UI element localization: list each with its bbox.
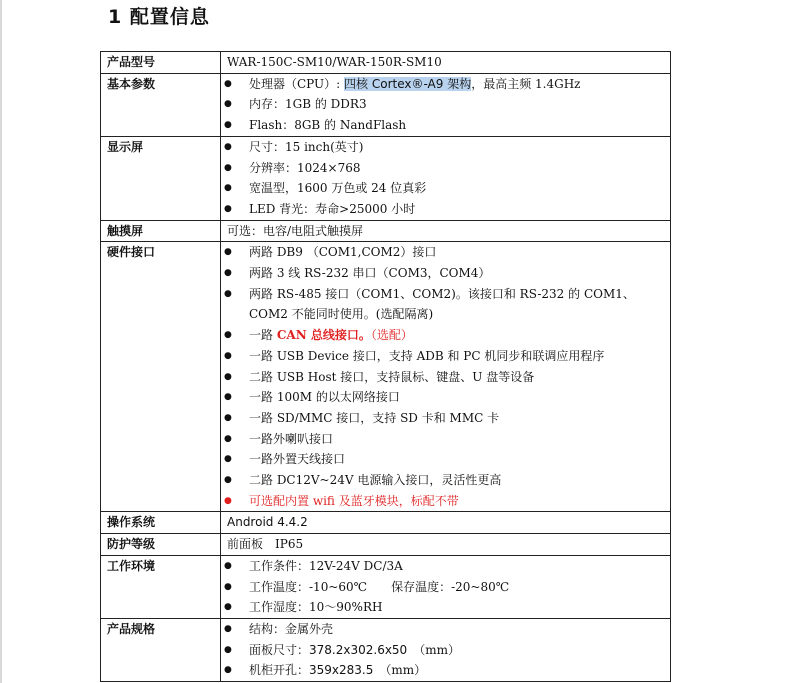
cpu-highlight: 四核 Cortex®-A9 架构 xyxy=(344,76,472,91)
list-item xyxy=(221,660,670,681)
table-row xyxy=(101,242,671,512)
panel-size-unit: （mm） xyxy=(407,642,460,657)
page-edge-marker xyxy=(0,0,2,683)
model-value: WAR-150C-SM10/WAR-150R-SM10 xyxy=(221,52,671,74)
list-item xyxy=(221,74,670,95)
list-item: ● 工作湿度：10～90%RH xyxy=(221,597,670,618)
table-row xyxy=(101,220,671,242)
list-item: ● 工作条件：12V-24V DC/3A xyxy=(221,556,670,577)
list-item: ● 一路外喇叭接口 xyxy=(221,429,670,450)
list-item: ● 两路 3 线 RS-232 串口（COM3，COM4） xyxy=(221,263,670,284)
row-label-display: 显示屏 xyxy=(101,136,221,220)
spec-cell xyxy=(221,618,671,681)
protection-value: 前面板 IP65 xyxy=(221,534,671,556)
list-item: ● 一路 SD/MMC 接口，支持 SD 卡和 MMC 卡 xyxy=(221,408,670,429)
row-label-protection: 防护等级 xyxy=(101,534,221,556)
cpu-freq: ，最高主频 1.4GHz xyxy=(471,76,581,91)
row-label-os: 操作系统 xyxy=(101,512,221,534)
list-item: ● 一路 100M 的以太网络接口 xyxy=(221,387,670,408)
row-label-spec: 产品规格 xyxy=(101,618,221,681)
os-value: Android 4.4.2 xyxy=(221,512,671,534)
touch-value: 可选：电容/电阻式触摸屏 xyxy=(221,220,671,242)
list-item: ● 二路 DC12V~24V 电源输入接口，灵活性更高 xyxy=(221,470,670,491)
hardware-cell xyxy=(221,242,671,512)
basic-params-list xyxy=(221,74,670,136)
row-label-hardware: 硬件接口 xyxy=(101,242,221,512)
display-list xyxy=(221,137,670,220)
environment-cell xyxy=(221,555,671,618)
spec-list xyxy=(221,619,670,681)
list-item: ● 可选配内置 wifi 及蓝牙模块，标配不带 xyxy=(221,491,670,512)
list-item: ● 宽温型，1600 万色或 24 位真彩 xyxy=(221,178,670,199)
table-row xyxy=(101,73,671,136)
table-row xyxy=(101,534,671,556)
panel-size-value: 378.2x302.6x50 xyxy=(309,642,408,657)
list-item: ● 内存：1GB 的 DDR3 xyxy=(221,94,670,115)
list-item: ● 两路 DB9 （COM1,COM2）接口 xyxy=(221,242,670,263)
table-row xyxy=(101,512,671,534)
row-label-basic: 基本参数 xyxy=(101,73,221,136)
basic-params-cell xyxy=(221,73,671,136)
row-label-touch: 触摸屏 xyxy=(101,220,221,242)
table-row xyxy=(101,555,671,618)
can-bus-label: CAN 总线接口。 xyxy=(276,328,371,343)
table-row xyxy=(101,618,671,681)
row-label-environment: 工作环境 xyxy=(101,555,221,618)
list-item xyxy=(221,640,670,661)
list-item: ● LED 背光：寿命>25000 小时 xyxy=(221,199,670,220)
table-row xyxy=(101,52,671,74)
spec-table xyxy=(100,51,671,682)
list-item: ● 分辨率：1024×768 xyxy=(221,158,670,179)
hardware-list xyxy=(221,242,670,511)
list-item: ● 二路 USB Host 接口，支持鼠标、键盘、U 盘等设备 xyxy=(221,367,670,388)
panel-size-label: 面板尺寸： xyxy=(249,642,310,657)
display-cell xyxy=(221,136,671,220)
cpu-label: 处理器（CPU）: xyxy=(249,76,345,91)
list-item xyxy=(221,325,670,346)
list-item: ● 一路 USB Device 接口，支持 ADB 和 PC 机同步和联调应用程序 xyxy=(221,346,670,367)
cutout-unit: （mm） xyxy=(373,663,427,678)
list-item: ● 工作温度：-10~60℃ 保存温度：-20~80℃ xyxy=(221,577,670,598)
list-item: ● Flash：8GB 的 NandFlash xyxy=(221,115,670,136)
list-item: ● 两路 RS-485 接口（COM1、COM2)。该接口和 RS-232 的 COM1、COM2 不能同时使用。(选配隔离) xyxy=(221,284,670,325)
section-heading: 1 配置信息 xyxy=(108,6,210,28)
list-item: ● 尺寸：15 inch(英寸) xyxy=(221,137,670,158)
list-item: ● 一路外置天线接口 xyxy=(221,449,670,470)
table-row xyxy=(101,136,671,220)
cutout-value: 359x283.5 xyxy=(309,663,374,678)
environment-list xyxy=(221,556,670,618)
can-prefix: 一路 xyxy=(249,328,277,343)
can-optional-note: （选配） xyxy=(370,328,413,343)
cutout-label: 机柜开孔： xyxy=(249,663,310,678)
list-item: ● 结构：金属外壳 xyxy=(221,619,670,640)
row-label-model: 产品型号 xyxy=(101,52,221,74)
